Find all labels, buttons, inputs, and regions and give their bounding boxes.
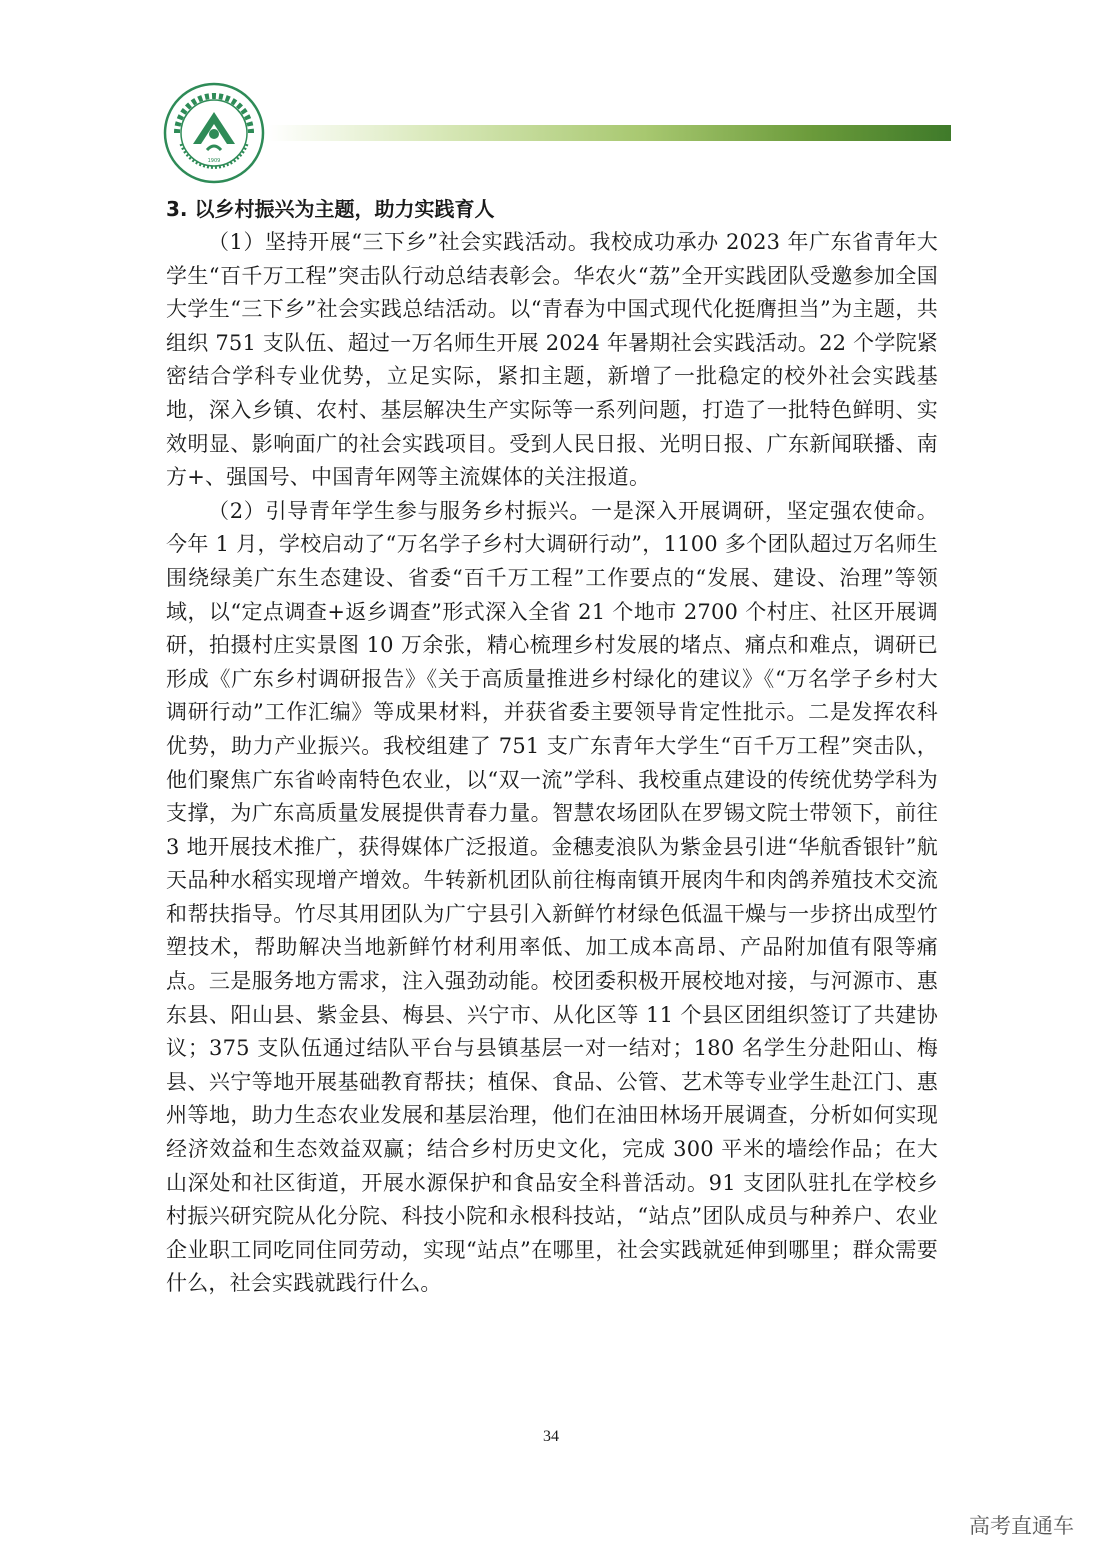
- paragraph-1: （1）坚持开展“三下乡”社会实践活动。我校成功承办 2023 年广东省青年大学生“百千万工程”突击队行动总结表彰会。华农火“荔”全开实践团队受邀参加全国大学生“三下乡”社会实践总结活动。以“青春为中国式现代化挺膺担当”为主题，共组织 751 支队伍、超过一万名师生开展 2024 年暑期社会实践活动。22 个学院紧密结合学科专业优势，立足实际，紧扣主题，新增了一批稳定的校外社会实践基地，深入乡镇、农村、基层解决生产实际等一系列问题，打造了一批特色鲜明、实效明显、影响面广的社会实践项目。受到人民日报、光明日报、广东新闻联播、南方+、强国号、中国青年网等主流媒体的关注报道。: [166, 230, 938, 490]
- svg-text:1909: 1909: [207, 158, 221, 164]
- university-logo: [163, 82, 265, 184]
- document-body: [166, 194, 938, 1301]
- watermark-text: 高考直通车: [969, 1514, 1074, 1538]
- paragraph-2: （2）引导青年学生参与服务乡村振兴。一是深入开展调研，坚定强农使命。今年 1 月，学校启动了“万名学子乡村大调研行动”，1100 多个团队超过万名师生围绕绿美广东生态建设、省委“百千万工程”工作要点的“发展、建设、治理”等领域，以“定点调查+返乡调查”形式深入全省 21 个地市 2700 个村庄、社区开展调研，拍摄村庄实景图 10 万余张，精心梳理乡村发展的堵点、痛点和难点，调研已形成《广东乡村调研报告》《关于高质量推进乡村绿化的建议》《“万名学子乡村大调研行动”工作汇编》等成果材料，并获省委主要领导肯定性批示。二是发挥农科优势，助力产业振兴。我校组建了 751 支广东青年大学生“百千万工程”突击队，他们聚焦广东省岭南特色农业，以“双一流”学科、我校重点建设的传统优势学科为支撑，为广东高质量发展提供青春力量。智慧农场团队在罗锡文院士带领下，前往 3 地开展技术推广，获得媒体广泛报道。金穗麦浪队为紫金县引进“华航香银针”航天品种水稻实现增产增效。牛转新机团队前往梅南镇开展肉牛和肉鸽养殖技术交流和帮扶指导。竹尽其用团队为广宁县引入新鲜竹材绿色低温干燥与一步挤出成型竹塑技术，帮助解决当地新鲜竹材利用率低、加工成本高昂、产品附加值有限等痛点。三是服务地方需求，注入强劲动能。校团委积极开展校地对接，与河源市、惠东县、阳山县、紫金县、梅县、兴宁市、从化区等 11 个县区团组织签订了共建协议；375 支队伍通过结队平台与县镇基层一对一结对；180 名学生分赴阳山、梅县、兴宁等地开展基础教育帮扶；植保、食品、公管、艺术等专业学生赴江门、惠州等地，助力生态农业发展和基层治理，他们在油田林场开展调查，分析如何实现经济效益和生态效益双赢；结合乡村历史文化，完成 300 平米的墙绘作品；在大山深处和社区街道，开展水源保护和食品安全科普活动。91 支团队驻扎在学校乡村振兴研究院从化分院、科技小院和永根科技站，“站点”团队成员与种养户、农业企业职工同吃同住同劳动，实现“站点”在哪里，社会实践就延伸到哪里；群众需要什么，社会实践就践行什么。: [166, 498, 938, 1296]
- page-number: 34: [543, 1428, 559, 1445]
- header-gradient-bar: [268, 125, 951, 141]
- page-header: [0, 0, 1102, 170]
- section-heading: 3. 以乡村振兴为主题，助力实践育人: [166, 197, 495, 221]
